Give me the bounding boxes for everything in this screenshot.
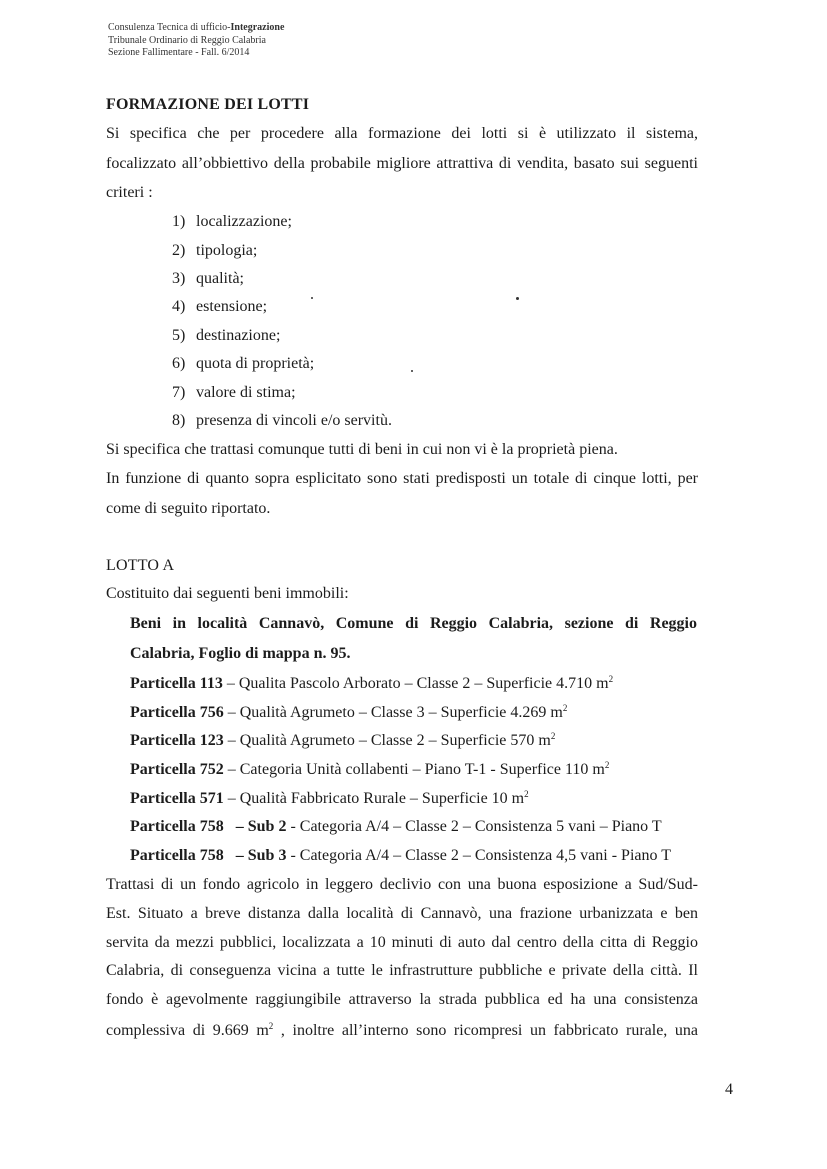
parcel-line: Particella 756 – Qualità Agrumeto – Classe 3 – Superficie 4.269 $m^2$ — [130, 703, 568, 721]
criteria-item: 1) localizzazione; — [172, 213, 292, 230]
parcel-line: Particella 571 – Qualità Fabbricato Rurale – Superficie 10 $m^2$ — [130, 789, 529, 807]
location-line: Calabria, Foglio di mappa n. 95. — [130, 645, 351, 662]
header-line-3: Sezione Fallimentare - Fall. 6/2014 — [108, 47, 250, 58]
criteria-item: 8) presenza di vincoli e/o servitù. — [172, 412, 392, 429]
header-line-1: Consulenza Tecnica di ufficio-Integrazione — [108, 22, 285, 33]
criteria-item: 6) quota di proprietà; — [172, 355, 315, 372]
parcel-line: Particella 752 – Categoria Unità collabenti – Piano T-1 - Superfice 110 $m^2$ — [130, 760, 610, 778]
header-line-2: Tribunale Ordinario di Reggio Calabria — [108, 34, 266, 46]
parcel-line: Particella 123 – Qualità Agrumeto – Classe 2 – Superficie 570 $m^2$ — [130, 731, 556, 749]
description-line: complessiva di 9.669 $m^2$ , inoltre all’interno sono ricompresi un fabbricato rurale, una — [106, 1021, 699, 1039]
scan-speck — [516, 297, 519, 300]
description-line: fondo è agevolmente raggiungibile attraverso la strada pubblica ed ha una consistenza — [106, 991, 698, 1008]
description-line: Est. Situato a breve distanza dalla località di Cannavò, una frazione urbanizzata e ben — [106, 905, 698, 922]
criteria-item: 4) estensione; — [172, 298, 268, 315]
parcel-line: Particella 758 – Sub 3 - Categoria A/4 – Classe 2 – Consistenza 4,5 vani - Piano T — [130, 847, 671, 864]
page-number: 4 — [725, 1081, 733, 1098]
intro-line: Si specifica che per procedere alla formazione dei lotti si è utilizzato il sistema, — [106, 125, 698, 142]
document-header — [108, 22, 284, 60]
parcel-line: Particella 113 – Qualita Pascolo Arborato – Classe 2 – Superficie 4.710 $m^2$ — [130, 674, 614, 692]
scan-speck — [311, 297, 313, 299]
scan-speck — [411, 370, 413, 372]
criteria-item: 3) qualità; — [172, 270, 244, 287]
note-line: Si specifica che trattasi comunque tutti di beni in cui non vi è la proprietà piena. — [106, 441, 618, 458]
criteria-item: 7) valore di stima; — [172, 384, 296, 401]
description-line: Trattasi di un fondo agricolo in leggero declivio con una buona esposizione a Sud/Sud- — [106, 876, 698, 893]
lotto-intro: Costituito dai seguenti beni immobili: — [106, 585, 349, 602]
criteria-item: 5) destinazione; — [172, 327, 281, 344]
conclusion-line: come di seguito riportato. — [106, 500, 271, 517]
description-line: Calabria, di conseguenza vicina a tutte le infrastrutture pubbliche e private della città. Il — [106, 962, 698, 979]
section-title-lotto-a: LOTTO A — [106, 557, 175, 574]
section-title-formazione: FORMAZIONE DEI LOTTI — [106, 96, 310, 113]
location-line: Beni in località Cannavò, Comune di Reggio Calabria, sezione di Reggio — [130, 615, 697, 632]
intro-line: criteri : — [106, 184, 153, 201]
description-line: servita da mezzi pubblici, localizzata a 10 minuti di auto dal centro della citta di Reggio — [106, 934, 698, 951]
conclusion-line: In funzione di quanto sopra esplicitato sono stati predisposti un totale di cinque lotti, per — [106, 470, 698, 487]
parcel-line: Particella 758 – Sub 2 - Categoria A/4 – Classe 2 – Consistenza 5 vani – Piano T — [130, 818, 662, 835]
criteria-item: 2) tipologia; — [172, 242, 258, 259]
intro-line: focalizzato all’obbiettivo della probabile migliore attrattiva di vendita, basato sui seguenti — [106, 155, 698, 172]
